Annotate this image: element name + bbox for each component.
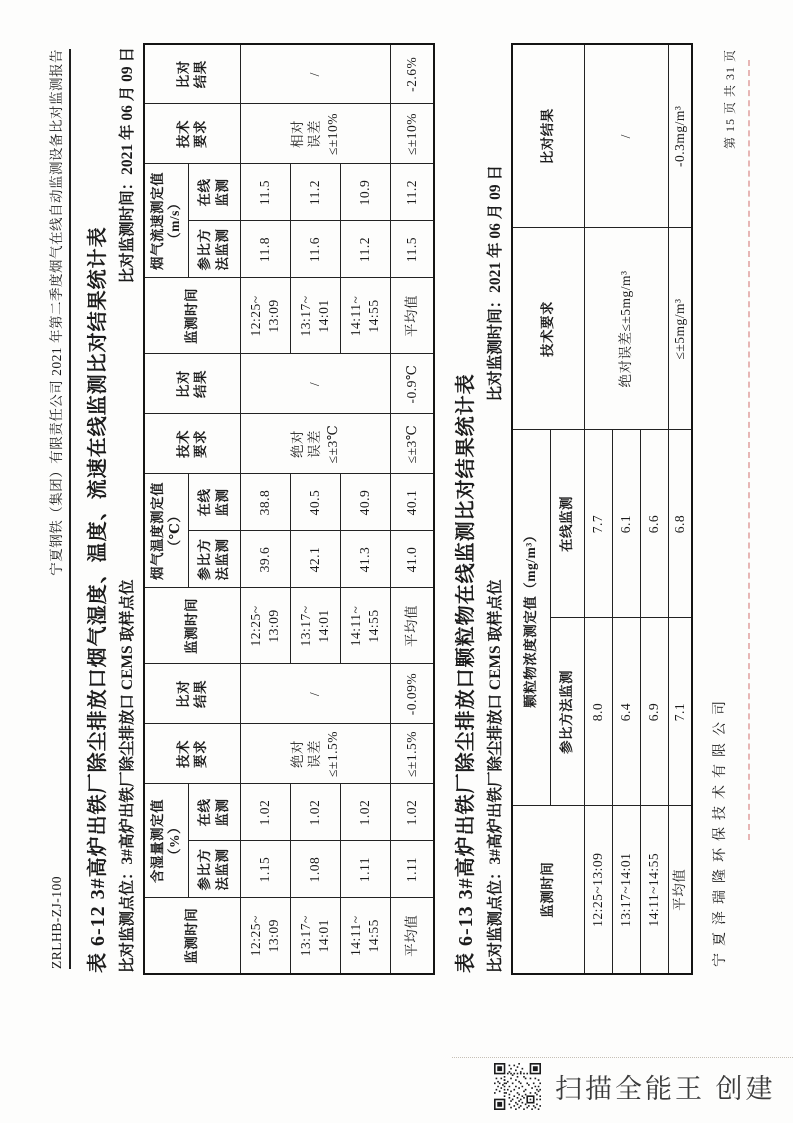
t2-req-cell: 绝对误差≤±5mg/m³ xyxy=(584,228,668,430)
t1-g1-time-r2: 14:11~ 14:55 xyxy=(340,588,390,664)
t1-g2-ref-r0: 11.8 xyxy=(240,221,290,278)
scan-dotted-line xyxy=(452,1057,793,1058)
t2-cems-header: 在线监测 xyxy=(550,430,584,618)
t1-g1-group-title: 烟气温度测定值（℃） xyxy=(144,474,188,588)
table-6-12-title: 表 6-12 3#高炉出铁厂除尘排放口烟气湿度、温度、流速在线监测比对结果统计表 xyxy=(87,226,109,973)
t1-g2-cems-r2: 10.9 xyxy=(340,164,390,221)
rotated-scan-content xyxy=(45,45,745,975)
t1-g0-time-r2: 14:11~ 14:55 xyxy=(340,898,390,974)
t1-g0-ref-r1: 1.08 xyxy=(290,841,340,898)
t1-g0-avg-label: 平均值 xyxy=(390,898,434,974)
t1-g0-cems-r0: 1.02 xyxy=(240,784,290,841)
t1-g1-cems-r2: 40.9 xyxy=(340,474,390,531)
table-6-13-meta xyxy=(483,47,505,973)
t1-g1-cems-avg: 40.1 xyxy=(390,474,434,531)
t1-g2-avg-label: 平均值 xyxy=(390,278,434,354)
t1-g0-time-r0: 12:25~ 13:09 xyxy=(240,898,290,974)
t1-g0-ref-avg: 1.11 xyxy=(390,841,434,898)
t2-time-r2: 14:11~14:55 xyxy=(640,806,668,974)
t1-g0-req-avg: ≤±1.5% xyxy=(390,724,434,784)
document-code: ZRLHB-ZJ-100 xyxy=(49,876,64,969)
t1-g2-result-cell: / xyxy=(240,44,390,104)
monitoring-time-label-2: 比对监测时间：2021 年 06 月 09 日 xyxy=(487,165,504,402)
t1-g2-group-title: 烟气流速测定值（m/s） xyxy=(144,164,188,278)
t2-group-title: 颗粒物浓度测定值（mg/m³） xyxy=(512,430,550,806)
table-6-12 xyxy=(143,43,435,975)
table-6-12-meta xyxy=(115,47,137,973)
t1-g1-ref-r2: 41.3 xyxy=(340,531,390,588)
t2-result-header: 比对结果 xyxy=(512,44,584,228)
t1-data-row-1 xyxy=(240,44,290,974)
t1-g2-req-header: 技术 要求 xyxy=(144,104,240,164)
t1-g2-ref-avg: 11.5 xyxy=(390,221,434,278)
monitoring-point-label: 比对监测点位：3#高炉出铁厂除尘排放口 CEMS 取样点位 xyxy=(119,579,136,973)
t1-g0-cems-r1: 1.02 xyxy=(290,784,340,841)
t1-g1-ref-r1: 42.1 xyxy=(290,531,340,588)
t1-g1-result-avg: -0.9℃ xyxy=(390,354,434,414)
t1-g2-req-cell: 相对 误差 ≤±10% xyxy=(240,104,390,164)
t1-g1-req-header: 技术 要求 xyxy=(144,414,240,474)
t1-g2-result-header: 比对 结果 xyxy=(144,44,240,104)
t1-g2-cems-avg: 11.2 xyxy=(390,164,434,221)
t2-cems-r0: 7.7 xyxy=(584,430,612,618)
t1-g2-result-avg: -2.6% xyxy=(390,44,434,104)
t1-g2-time-header: 监测时间 xyxy=(144,278,240,354)
t2-data-row-1 xyxy=(584,44,612,974)
t2-avg-label: 平均值 xyxy=(668,806,692,974)
t1-g0-req-cell: 绝对 误差 ≤±1.5% xyxy=(240,724,390,784)
t1-g0-time-r1: 13:17~ 14:01 xyxy=(290,898,340,974)
rotated-scan-area xyxy=(45,45,745,975)
t1-g1-result-cell: / xyxy=(240,354,390,414)
t1-g0-result-cell: / xyxy=(240,664,390,724)
t2-req-avg: ≤±5mg/m³ xyxy=(668,228,692,430)
t2-result-cell: / xyxy=(584,44,668,228)
t1-g2-cems-r1: 11.2 xyxy=(290,164,340,221)
t1-data-row-3 xyxy=(340,44,390,974)
t1-g2-req-avg: ≤±10% xyxy=(390,104,434,164)
t1-g0-cems-avg: 1.02 xyxy=(390,784,434,841)
t2-cems-r1: 6.1 xyxy=(612,430,640,618)
t1-g0-ref-header: 参比方 法监测 xyxy=(188,841,240,898)
footer-company: 宁夏泽瑞隆环保技术有限公司 xyxy=(713,694,728,967)
t2-average-row xyxy=(668,44,692,974)
t1-g0-req-header: 技术 要求 xyxy=(144,724,240,784)
t1-g0-cems-r2: 1.02 xyxy=(340,784,390,841)
document-header-title: 宁夏钢铁（集团）有限责任公司 2021 年第二季度烟气在线自动监测设备比对监测报告 xyxy=(49,49,64,576)
t2-ref-avg: 7.1 xyxy=(668,618,692,806)
t1-g2-time-r2: 14:11~ 14:55 xyxy=(340,278,390,354)
t1-g1-ref-avg: 41.0 xyxy=(390,531,434,588)
t1-g2-ref-r1: 11.6 xyxy=(290,221,340,278)
table-6-13-title: 表 6-13 3#高炉出铁厂除尘排放口颗粒物在线监测比对结果统计表 xyxy=(455,373,477,973)
t2-time-r1: 13:17~14:01 xyxy=(612,806,640,974)
qr-code-icon xyxy=(494,1063,541,1110)
table-6-13 xyxy=(511,43,693,975)
monitoring-point-label-2: 比对监测点位：3#高炉出铁厂除尘排放口 CEMS 取样点位 xyxy=(487,579,504,973)
t1-g1-cems-header: 在线 监测 xyxy=(188,474,240,531)
t1-data-row-2 xyxy=(290,44,340,974)
t2-ref-r0: 8.0 xyxy=(584,618,612,806)
page-number: 第 15 页 共 31 页 xyxy=(723,48,737,149)
t1-g1-cems-r1: 40.5 xyxy=(290,474,340,531)
t1-g0-group-title: 含湿量测定值（%） xyxy=(144,784,188,898)
t1-g1-time-r0: 12:25~ 13:09 xyxy=(240,588,290,664)
t2-time-header: 监测时间 xyxy=(512,806,584,974)
t1-header-row-2 xyxy=(188,44,240,974)
t2-cems-r2: 6.6 xyxy=(640,430,668,618)
t2-time-r0: 12:25~13:09 xyxy=(584,806,612,974)
t2-ref-header: 参比方法监测 xyxy=(550,618,584,806)
t1-g1-req-cell: 绝对 误差 ≤±3℃ xyxy=(240,414,390,474)
t1-g2-cems-r0: 11.5 xyxy=(240,164,290,221)
t1-g1-avg-label: 平均值 xyxy=(390,588,434,664)
t1-g1-time-r1: 13:17~ 14:01 xyxy=(290,588,340,664)
t2-req-header: 技术要求 xyxy=(512,228,584,430)
t1-g2-time-r0: 12:25~ 13:09 xyxy=(240,278,290,354)
t1-header-row-1 xyxy=(144,44,188,974)
t1-g2-cems-header: 在线 监测 xyxy=(188,164,240,221)
t1-average-row xyxy=(390,44,434,974)
t1-g1-time-header: 监测时间 xyxy=(144,588,240,664)
camscanner-watermark xyxy=(494,1063,776,1110)
t1-g2-time-r1: 13:17~ 14:01 xyxy=(290,278,340,354)
t1-g1-cems-r0: 38.8 xyxy=(240,474,290,531)
t1-g0-result-header: 比对 结果 xyxy=(144,664,240,724)
scan-red-margin-line xyxy=(748,60,750,840)
document-header xyxy=(45,49,71,969)
t1-g1-ref-r0: 39.6 xyxy=(240,531,290,588)
t1-g0-time-header: 监测时间 xyxy=(144,898,240,974)
monitoring-time-label: 比对监测时间：2021 年 06 月 09 日 xyxy=(119,47,136,284)
t1-g0-result-avg: -0.09% xyxy=(390,664,434,724)
t1-g0-cems-header: 在线 监测 xyxy=(188,784,240,841)
t1-g2-ref-r2: 11.2 xyxy=(340,221,390,278)
t1-g1-result-header: 比对 结果 xyxy=(144,354,240,414)
t1-g1-ref-header: 参比方 法监测 xyxy=(188,531,240,588)
t2-ref-r2: 6.9 xyxy=(640,618,668,806)
t1-g0-ref-r2: 1.11 xyxy=(340,841,390,898)
t2-result-avg: -0.3mg/m³ xyxy=(668,44,692,228)
t1-g0-ref-r0: 1.15 xyxy=(240,841,290,898)
t2-cems-avg: 6.8 xyxy=(668,430,692,618)
watermark-text: 扫描全能王 创建 xyxy=(555,1074,776,1104)
t1-g2-ref-header: 参比方 法监测 xyxy=(188,221,240,278)
t2-header-row-1 xyxy=(512,44,550,974)
t2-ref-r1: 6.4 xyxy=(612,618,640,806)
t1-g1-req-avg: ≤±3℃ xyxy=(390,414,434,474)
